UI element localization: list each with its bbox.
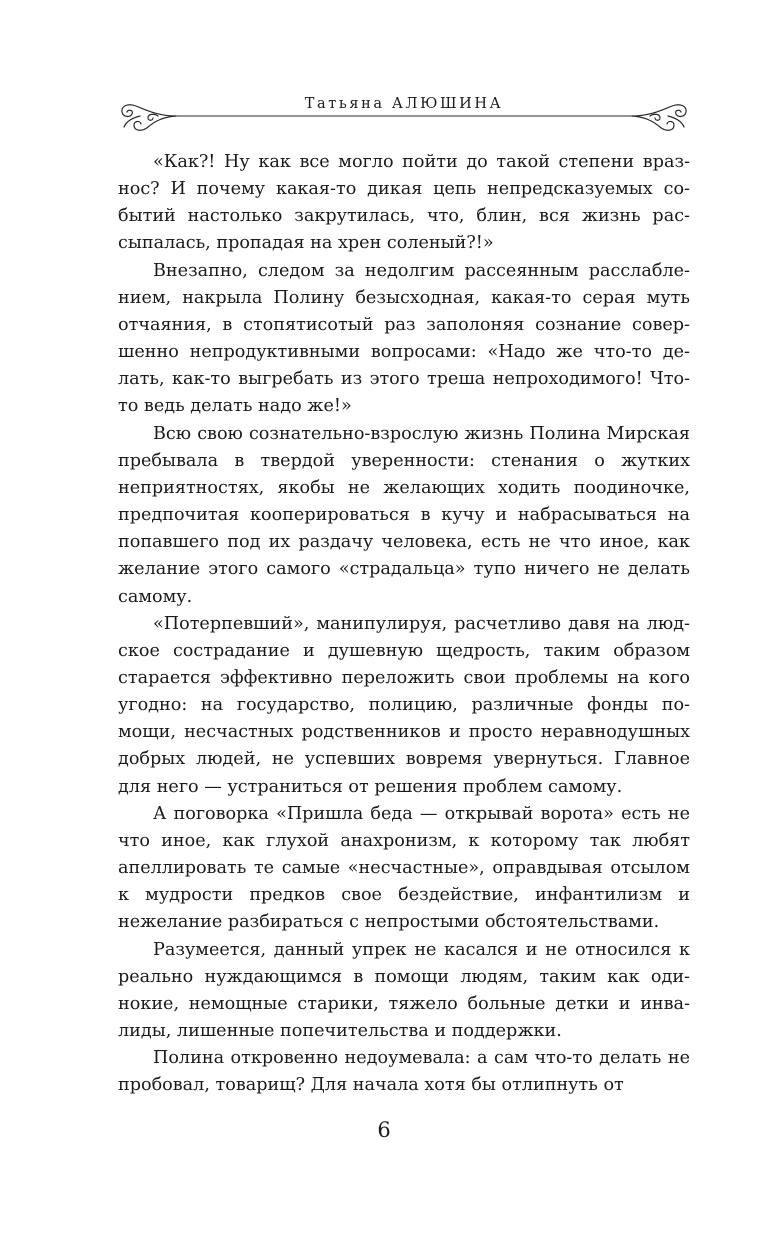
paragraph: Всю свою сознательно-взрослую жизнь Полина Мирская пребывала в твердой уверенности: стенания о жутких неприятностях, якобы не желающих ходить поодиночке, предпочитая кооперироваться в кучу и набрасываться на попавшего под их раздачу человека, есть не что иное, как желание этого самого «страдальца» тупо ничего не делать самому.: [118, 423, 690, 607]
page-number: 6: [377, 1118, 391, 1142]
paragraph: «Как?! Ну как все могло пойти до такой степени вразнос? И почему какая-то дикая цепь непредсказуемых событий настолько закрутилась, что, блин, вся жизнь рассыпалась, пропадая на хрен соленый?!»: [118, 152, 690, 254]
running-header: [118, 94, 690, 144]
paragraph: Внезапно, следом за недолгим рассеянным расслаблением, накрыла Полину безысходная, какая-то серая муть отчаяния, в стопятисотый раз заполоняя сознание совершенно непродуктивными вопросами: «Надо же что-то делать, как-то выгребать из этого треша непроходимого! Что-то ведь делать надо же!»: [118, 260, 690, 417]
paragraph: А поговорка «Пришла беда — открывай ворота» есть не что иное, как глухой анахронизм, к которому так любят апеллировать те самые «несчастные», оправдывая отсылом к мудрости предков свое бездействие, инфантилизм и нежелание разбираться с непростыми обстоятельствами.: [118, 803, 690, 933]
body-text: [118, 149, 690, 1099]
paragraph: Полина откровенно недоумевала: а сам что-то делать не пробовал, товарищ? Для начала хотя бы отлипнуть от: [118, 1048, 690, 1096]
author-name: Татьяна АЛЮШИНА: [304, 96, 504, 112]
paragraph: «Потерпевший», манипулируя, расчетливо давя на людское сострадание и душевную щедрость, таким образом старается эффективно переложить свои проблемы на кого угодно: на государство, полицию, различные фонды помощи, несчастных родственников и просто неравнодушных добрых людей, не успевших вовремя увернуться. Главное для него — устраниться от решения проблем самому.: [118, 613, 690, 797]
paragraph: Разумеется, данный упрек не касался и не относился к реально нуждающимся в помощи людям, таким как одинокие, немощные старики, тяжело больные детки и инвалиды, лишенные попечительства и поддержки.: [118, 939, 690, 1041]
